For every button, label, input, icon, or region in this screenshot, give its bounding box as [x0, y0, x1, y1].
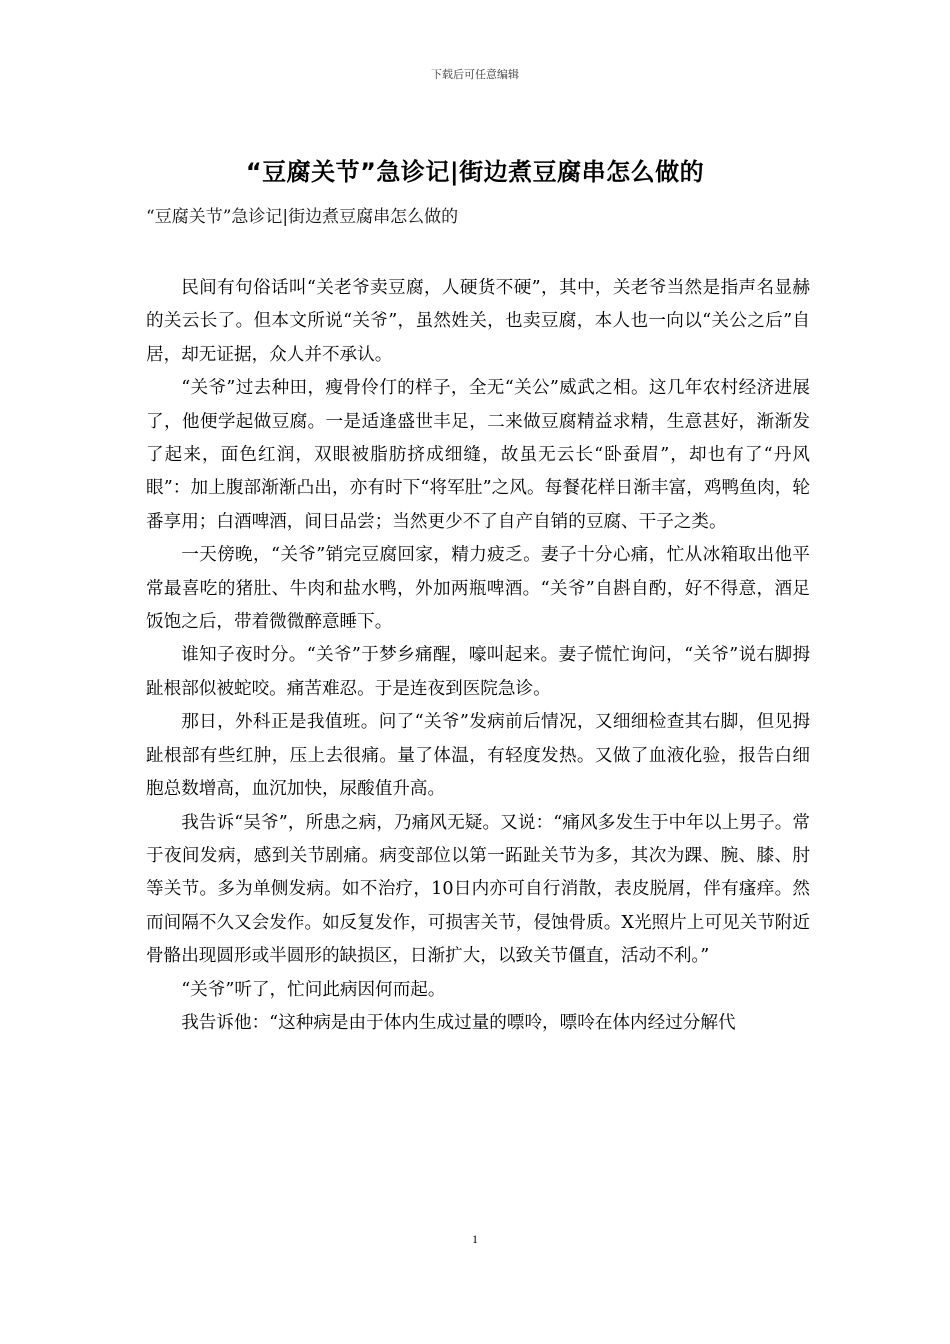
paragraph: “关爷”听了，忙问此病因何而起。 — [181, 979, 446, 1000]
paragraph: “关爷”过去种田，瘦骨伶仃的样子，全无“关公”威武之相。这几年农村经济进展了，他便学起做豆腐。一是适逢盛世丰足，二来做豆腐精益求精，生意甚好，渐渐发了起来，面色红润，双眼被脂肪挤成细缝，故虽无云长“卧蚕眉”，却也有了“丹风眼”：加上腹部渐渐凸出，亦有时下“将军肚”之风。每餐花样日渐丰富，鸡鸭鱼肉，轮番享用；白酒啤酒，间日品尝；当然更少不了自产自销的豆腐、干子之类。 — [146, 378, 810, 532]
paragraph: 我告诉他：“这种病是由于体内生成过量的嘌呤，嘌呤在体内经过分解代 — [181, 1012, 736, 1033]
document-body — [146, 272, 810, 1040]
document-title: “豆腐关节”急诊记|街边煮豆腐串怎么做的 — [245, 158, 705, 186]
paragraph: 那日，外科正是我值班。问了“关爷”发病前后情况，又细细检查其右脚，但见拇趾根部有些红肿，压上去很痛。量了体温，有轻度发热。又做了血液化验，报告白细胞总数增高，血沉加快，尿酸值升高。 — [146, 712, 810, 800]
page-number: 1 — [472, 1232, 478, 1246]
paragraph: 我告诉“吴爷”，所患之病，乃痛风无疑。又说：“痛风多发生于中年以上男子。常于夜间发病，感到关节剧痛。病变部位以第一跖趾关节为多，其次为踝、腕、膝、肘等关节。多为单侧发病。如不治疗，10日内亦可自行消散，表皮脱屑，伴有瘙痒。然而间隔不久又会发作。如反复发作，可损害关节，侵蚀骨质。X光照片上可见关节附近骨骼出现圆形或半圆形的缺损区，日渐扩大，以致关节僵直，活动不利。” — [146, 812, 810, 967]
document-subtitle: “豆腐关节”急诊记|街边煮豆腐串怎么做的 — [146, 207, 459, 227]
paragraph: 民间有句俗话叫“关老爷卖豆腐，人硬货不硬”，其中，关老爷当然是指声名显赫的关云长了。但本文所说“关爷”，虽然姓关，也卖豆腐，本人也一向以“关公之后”自居，却无证据，众人并不承认。 — [146, 278, 810, 365]
paragraph: 一天傍晚，“关爷”销完豆腐回家，精力疲乏。妻子十分心痛，忙从冰箱取出他平常最喜吃的猪肚、牛肉和盐水鸭，外加两瓶啤酒。“关爷”自斟自酌，好不得意，酒足饭饱之后，带着微微醉意睡下。 — [146, 545, 810, 633]
page-header-note: 下载后可任意编辑 — [431, 68, 519, 81]
paragraph: 谁知子夜时分。“关爷”于梦乡痛醒，嚎叫起来。妻子慌忙询问，“关爷”说右脚拇趾根部似被蛇咬。痛苦难忍。于是连夜到医院急诊。 — [146, 645, 810, 699]
